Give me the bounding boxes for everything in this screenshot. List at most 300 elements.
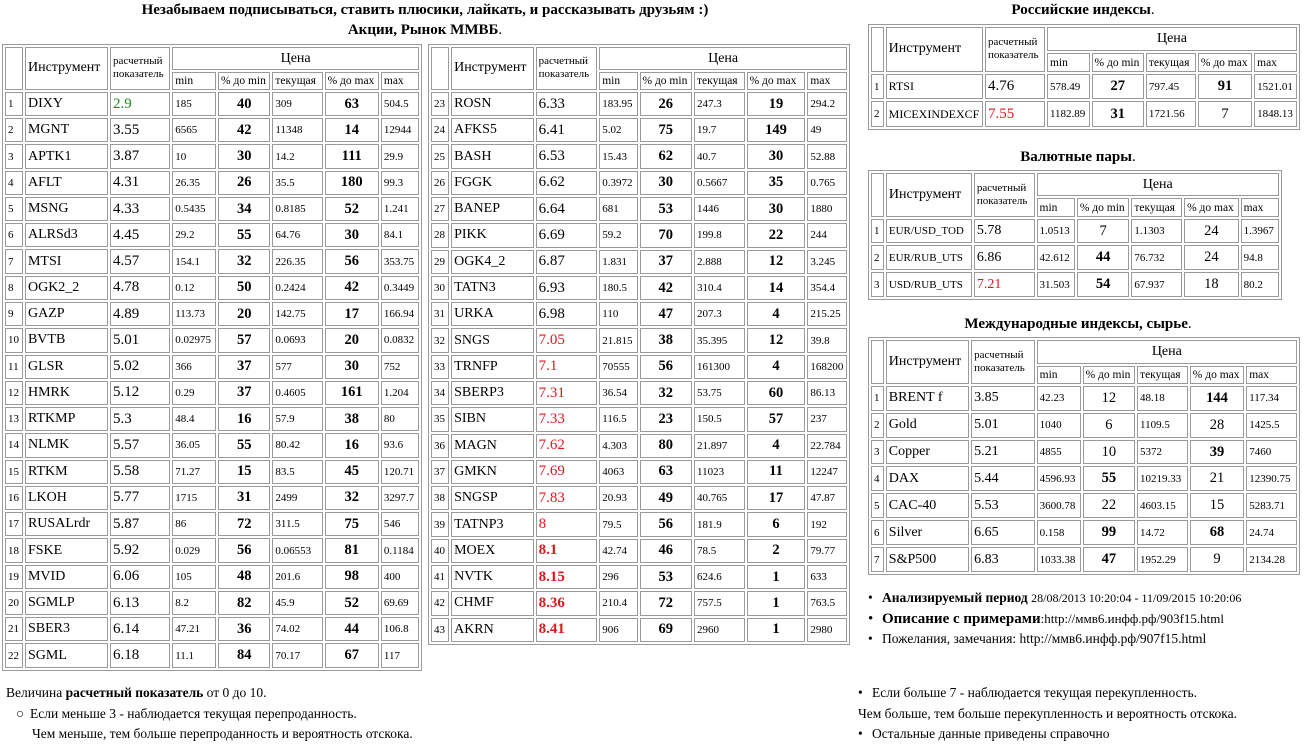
row-index: 11 <box>5 355 23 379</box>
row-pct-min: 40 <box>218 92 270 116</box>
row-max: 354.4 <box>807 276 847 300</box>
header-min: min <box>1037 198 1075 216</box>
row-instrument: SNGS <box>451 328 534 352</box>
table-row <box>5 433 419 457</box>
table-row <box>5 460 419 484</box>
row-indicator: 8.36 <box>536 591 598 615</box>
row-instrument: DIXY <box>25 92 108 116</box>
header-current: текущая <box>1137 366 1188 384</box>
row-pct-max: 21 <box>1190 466 1244 491</box>
header-min: min <box>599 72 637 90</box>
row-min: 29.2 <box>172 223 216 247</box>
row-indicator: 6.83 <box>971 547 1035 572</box>
row-instrument: HMRK <box>25 381 108 405</box>
row-current: 5372 <box>1137 440 1188 465</box>
row-max: 1848.13 <box>1254 101 1297 127</box>
row-pct-max: 6 <box>747 512 806 536</box>
row-index: 26 <box>431 171 449 195</box>
footer-left-1: Величина расчетный показатель от 0 до 10. <box>6 685 267 700</box>
row-index: 41 <box>431 565 449 589</box>
row-min: 1182.89 <box>1047 101 1090 127</box>
row-current: 35.5 <box>272 171 322 195</box>
row-pct-min: 20 <box>218 302 270 326</box>
row-pct-max: 4 <box>747 434 806 458</box>
row-max: 80.2 <box>1241 272 1279 297</box>
row-max: 84.1 <box>381 223 419 247</box>
row-current: 64.76 <box>272 223 322 247</box>
row-pct-max: 52 <box>325 197 379 221</box>
table-row <box>5 381 419 405</box>
row-pct-min: 56 <box>640 512 693 536</box>
footer-right-1: • Если больше 7 - наблюдается текущая перекупленность. <box>858 685 1198 700</box>
footer-right-3: • Остальные данные приведены справочно <box>858 726 1110 741</box>
row-instrument: BVTB <box>25 328 108 352</box>
row-max: 47.87 <box>807 486 847 510</box>
header-indicator: расчетный показатель <box>985 27 1045 72</box>
row-pct-min: 57 <box>218 328 270 352</box>
row-index: 30 <box>431 276 449 300</box>
row-current: 797.45 <box>1146 74 1196 100</box>
row-pct-max: 32 <box>325 486 379 510</box>
row-min: 4.303 <box>599 434 637 458</box>
row-pct-max: 28 <box>1190 413 1244 438</box>
row-min: 1033.38 <box>1037 547 1081 572</box>
row-index: 39 <box>431 512 449 536</box>
row-instrument: MTSI <box>25 249 108 273</box>
table-row <box>431 276 847 300</box>
row-pct-min: 55 <box>1083 466 1135 491</box>
row-min: 48.4 <box>172 407 216 431</box>
row-pct-max: 68 <box>1190 520 1244 545</box>
row-index: 4 <box>871 466 884 491</box>
row-instrument: BANEP <box>451 197 534 221</box>
row-pct-min: 26 <box>640 92 693 116</box>
row-indicator: 5.58 <box>110 460 170 484</box>
row-pct-max: 180 <box>325 171 379 195</box>
row-pct-min: 69 <box>640 618 693 642</box>
header-max: max <box>1246 366 1297 384</box>
row-current: 161300 <box>694 355 745 379</box>
row-indicator: 6.98 <box>536 302 598 326</box>
row-index: 1 <box>871 74 884 100</box>
row-pct-max: 12 <box>747 250 806 274</box>
row-min: 15.43 <box>599 144 637 168</box>
row-pct-max: 30 <box>747 144 806 168</box>
row-instrument: RTSI <box>886 74 983 100</box>
row-pct-max: 57 <box>747 407 806 431</box>
table-row <box>5 92 419 116</box>
row-pct-max: 39 <box>1190 440 1244 465</box>
row-min: 42.23 <box>1037 386 1081 411</box>
row-current: 309 <box>272 92 322 116</box>
row-instrument: AFKS5 <box>451 118 534 142</box>
row-max: 2980 <box>807 618 847 642</box>
row-indicator: 6.87 <box>536 250 598 274</box>
table-row <box>5 643 419 668</box>
table-row <box>5 249 419 273</box>
row-current: 199.8 <box>694 223 745 247</box>
fx-title: Валютные пары. <box>1020 149 1136 165</box>
row-index: 5 <box>5 197 23 221</box>
table-row <box>431 565 847 589</box>
table-row <box>431 381 847 405</box>
row-pct-min: 80 <box>640 434 693 458</box>
row-index: 1 <box>871 219 884 244</box>
row-instrument: FSKE <box>25 538 108 562</box>
row-instrument: GAZP <box>25 302 108 326</box>
row-pct-max: 20 <box>325 328 379 352</box>
row-pct-max: 60 <box>747 381 806 405</box>
row-pct-min: 7 <box>1077 219 1130 244</box>
header-current: текущая <box>1131 198 1182 216</box>
row-pct-max: 81 <box>325 538 379 562</box>
header-min: min <box>172 72 216 90</box>
header-index <box>871 173 884 217</box>
row-max: 117 <box>381 643 419 668</box>
row-max: 752 <box>381 355 419 379</box>
row-indicator: 7.62 <box>536 434 598 458</box>
row-pct-max: 17 <box>747 486 806 510</box>
title-dot: . <box>498 22 503 38</box>
row-max: 117.34 <box>1246 386 1297 411</box>
row-max: 12247 <box>807 460 847 484</box>
row-max: 0.0832 <box>381 328 419 352</box>
row-current: 10219.33 <box>1137 466 1188 491</box>
row-max: 237 <box>807 407 847 431</box>
table-row <box>871 413 1297 438</box>
row-current: 80.42 <box>272 433 322 457</box>
row-pct-max: 56 <box>325 249 379 273</box>
row-max: 166.94 <box>381 302 419 326</box>
row-current: 74.02 <box>272 617 322 641</box>
row-pct-max: 14 <box>747 276 806 300</box>
row-current: 4603.15 <box>1137 493 1188 518</box>
row-pct-min: 27 <box>1092 74 1144 100</box>
row-min: 0.3972 <box>599 171 637 195</box>
row-indicator: 3.55 <box>110 118 170 142</box>
row-current: 247.3 <box>694 92 745 116</box>
table-row <box>431 539 847 563</box>
row-index: 14 <box>5 433 23 457</box>
row-pct-min: 26 <box>218 171 270 195</box>
row-min: 0.158 <box>1037 520 1081 545</box>
row-indicator: 5.12 <box>110 381 170 405</box>
row-pct-min: 42 <box>218 118 270 142</box>
row-pct-min: 30 <box>640 171 693 195</box>
row-current: 35.395 <box>694 328 745 352</box>
header-pct-max: % до max <box>747 72 806 90</box>
table-row <box>5 538 419 562</box>
row-pct-min: 54 <box>1077 272 1130 297</box>
info-period: • Анализируемый период 28/08/2013 10:20:04 - 11/09/2015 10:20:06 <box>868 590 1242 605</box>
row-indicator: 5.01 <box>110 328 170 352</box>
row-min: 79.5 <box>599 512 637 536</box>
row-instrument: AFLT <box>25 171 108 195</box>
row-indicator: 4.45 <box>110 223 170 247</box>
row-pct-min: 22 <box>1083 493 1135 518</box>
header-index <box>871 340 884 384</box>
row-max: 79.77 <box>807 539 847 563</box>
row-current: 310.4 <box>694 276 745 300</box>
row-min: 0.02975 <box>172 328 216 352</box>
row-pct-min: 99 <box>1083 520 1135 545</box>
row-pct-min: 47 <box>640 302 693 326</box>
row-pct-min: 30 <box>218 144 270 168</box>
row-indicator: 6.65 <box>971 520 1035 545</box>
row-pct-min: 37 <box>218 355 270 379</box>
table-row <box>431 355 847 379</box>
row-max: 0.765 <box>807 171 847 195</box>
row-index: 16 <box>5 486 23 510</box>
row-index: 29 <box>431 250 449 274</box>
row-pct-max: 30 <box>747 197 806 221</box>
row-pct-min: 16 <box>218 407 270 431</box>
row-instrument: USD/RUB_UTS <box>886 272 972 297</box>
row-min: 0.029 <box>172 538 216 562</box>
row-index: 3 <box>871 272 884 297</box>
row-pct-max: 1 <box>747 591 806 615</box>
row-indicator: 7.69 <box>536 460 598 484</box>
row-pct-max: 30 <box>325 223 379 247</box>
row-min: 4063 <box>599 460 637 484</box>
row-index: 15 <box>5 460 23 484</box>
table-row <box>5 512 419 536</box>
row-max: 244 <box>807 223 847 247</box>
row-current: 1721.56 <box>1146 101 1196 127</box>
table-row <box>5 407 419 431</box>
row-indicator: 4.76 <box>985 74 1045 100</box>
row-current: 624.6 <box>694 565 745 589</box>
table-row <box>431 434 847 458</box>
row-max: 763.5 <box>807 591 847 615</box>
row-current: 181.9 <box>694 512 745 536</box>
row-pct-min: 55 <box>218 433 270 457</box>
header-indicator: расчетный показатель <box>536 47 598 90</box>
row-min: 113.73 <box>172 302 216 326</box>
row-index: 5 <box>871 493 884 518</box>
row-max: 12944 <box>381 118 419 142</box>
row-index: 38 <box>431 486 449 510</box>
row-instrument: NLMK <box>25 433 108 457</box>
row-current: 207.3 <box>694 302 745 326</box>
row-min: 36.54 <box>599 381 637 405</box>
header-index <box>5 47 23 90</box>
table-row <box>431 618 847 642</box>
row-pct-max: 11 <box>747 460 806 484</box>
row-min: 42.612 <box>1037 245 1075 270</box>
row-max: 504.5 <box>381 92 419 116</box>
row-max: 12390.75 <box>1246 466 1297 491</box>
row-indicator: 4.89 <box>110 302 170 326</box>
row-instrument: SBERP3 <box>451 381 534 405</box>
row-pct-max: 9 <box>1190 547 1244 572</box>
intl-title: Международные индексы, сырье. <box>964 316 1192 332</box>
row-index: 42 <box>431 591 449 615</box>
row-pct-max: 12 <box>747 328 806 352</box>
row-pct-max: 45 <box>325 460 379 484</box>
row-indicator: 8.1 <box>536 539 598 563</box>
row-indicator: 3.87 <box>110 144 170 168</box>
rus-indices-title: Российские индексы. <box>1011 2 1155 18</box>
row-min: 185 <box>172 92 216 116</box>
row-current: 40.7 <box>694 144 745 168</box>
row-instrument: GLSR <box>25 355 108 379</box>
row-current: 76.732 <box>1131 245 1182 270</box>
header-indicator: расчетный показатель <box>971 340 1035 384</box>
row-index: 9 <box>5 302 23 326</box>
row-pct-max: 161 <box>325 381 379 405</box>
info-wishes: • Пожелания, замечания: http://ммв6.инфф.рф/907f15.html <box>868 631 1207 646</box>
row-index: 20 <box>5 591 23 615</box>
table-row <box>5 223 419 247</box>
header-min: min <box>1037 366 1081 384</box>
row-pct-min: 49 <box>640 486 693 510</box>
row-index: 2 <box>871 101 884 127</box>
row-min: 42.74 <box>599 539 637 563</box>
header-min: min <box>1047 53 1090 72</box>
row-indicator: 6.41 <box>536 118 598 142</box>
row-index: 34 <box>431 381 449 405</box>
table-row <box>5 276 419 300</box>
header-current: текущая <box>694 72 745 90</box>
row-current: 142.75 <box>272 302 322 326</box>
row-instrument: MICEXINDEXCF <box>886 101 983 127</box>
header-pct-max: % до max <box>1190 366 1244 384</box>
header-instrument: Инструмент <box>451 47 534 90</box>
row-indicator: 6.64 <box>536 197 598 221</box>
row-pct-min: 75 <box>640 118 693 142</box>
row-indicator: 6.69 <box>536 223 598 247</box>
row-instrument: FGGK <box>451 171 534 195</box>
row-pct-max: 144 <box>1190 386 1244 411</box>
row-index: 6 <box>5 223 23 247</box>
row-pct-min: 37 <box>640 250 693 274</box>
row-indicator: 7.55 <box>985 101 1045 127</box>
row-pct-min: 70 <box>640 223 693 247</box>
row-instrument: CHMF <box>451 591 534 615</box>
row-indicator: 5.57 <box>110 433 170 457</box>
row-max: 192 <box>807 512 847 536</box>
row-pct-min: 31 <box>218 486 270 510</box>
row-pct-max: 149 <box>747 118 806 142</box>
row-index: 37 <box>431 460 449 484</box>
row-indicator: 4.78 <box>110 276 170 300</box>
row-current: 1109.5 <box>1137 413 1188 438</box>
row-min: 154.1 <box>172 249 216 273</box>
row-pct-max: 1 <box>747 565 806 589</box>
table-row <box>431 302 847 326</box>
row-instrument: MVID <box>25 565 108 589</box>
row-index: 1 <box>871 386 884 411</box>
table-row <box>5 302 419 326</box>
row-index: 2 <box>871 413 884 438</box>
row-instrument: TRNFP <box>451 355 534 379</box>
row-index: 24 <box>431 118 449 142</box>
row-instrument: ALRSd3 <box>25 223 108 247</box>
row-pct-min: 15 <box>218 460 270 484</box>
row-instrument: MGNT <box>25 118 108 142</box>
header-max: max <box>1241 198 1279 216</box>
row-index: 22 <box>5 643 23 668</box>
row-max: 1880 <box>807 197 847 221</box>
row-index: 18 <box>5 538 23 562</box>
row-instrument: LKOH <box>25 486 108 510</box>
row-min: 10 <box>172 144 216 168</box>
row-pct-max: 1 <box>747 618 806 642</box>
row-indicator: 5.77 <box>110 486 170 510</box>
row-min: 110 <box>599 302 637 326</box>
fx-table <box>868 170 1282 300</box>
table-row <box>431 197 847 221</box>
row-indicator: 6.93 <box>536 276 598 300</box>
row-current: 0.2424 <box>272 276 322 300</box>
table-row <box>431 407 847 431</box>
row-index: 36 <box>431 434 449 458</box>
row-current: 150.5 <box>694 407 745 431</box>
row-pct-max: 98 <box>325 565 379 589</box>
header-max: max <box>381 72 419 90</box>
row-indicator: 6.13 <box>110 591 170 615</box>
header-instrument: Инструмент <box>886 340 969 384</box>
table-row <box>431 460 847 484</box>
header-index <box>871 27 884 72</box>
row-indicator: 5.78 <box>974 219 1035 244</box>
row-indicator: 8.15 <box>536 565 598 589</box>
row-min: 5.02 <box>599 118 637 142</box>
info-examples: • Описание с примерами:http://ммв6.инфф.рф/903f15.html <box>868 611 1225 627</box>
row-indicator: 4.57 <box>110 249 170 273</box>
row-pct-min: 44 <box>1077 245 1130 270</box>
row-min: 86 <box>172 512 216 536</box>
row-instrument: SGML <box>25 643 108 668</box>
row-current: 48.18 <box>1137 386 1188 411</box>
row-instrument: PIKK <box>451 223 534 247</box>
header-max: max <box>807 72 847 90</box>
row-pct-min: 31 <box>1092 101 1144 127</box>
row-max: 5283.71 <box>1246 493 1297 518</box>
row-instrument: MAGN <box>451 434 534 458</box>
row-min: 681 <box>599 197 637 221</box>
row-pct-max: 30 <box>325 355 379 379</box>
header-current: текущая <box>272 72 322 90</box>
header-pct-max: % до max <box>1198 53 1252 72</box>
header-indicator: расчетный показатель <box>110 47 170 90</box>
row-index: 2 <box>871 245 884 270</box>
table-row <box>871 493 1297 518</box>
row-current: 201.6 <box>272 565 322 589</box>
row-min: 0.12 <box>172 276 216 300</box>
row-pct-max: 63 <box>325 92 379 116</box>
row-pct-min: 36 <box>218 617 270 641</box>
row-instrument: DAX <box>886 466 969 491</box>
table-row <box>871 466 1297 491</box>
row-max: 120.71 <box>381 460 419 484</box>
row-current: 1952.29 <box>1137 547 1188 572</box>
row-pct-min: 82 <box>218 591 270 615</box>
row-indicator: 5.02 <box>110 355 170 379</box>
row-pct-max: 17 <box>325 302 379 326</box>
page-title-line2 <box>0 22 850 39</box>
row-index: 19 <box>5 565 23 589</box>
table-row <box>5 486 419 510</box>
table-row <box>871 219 1279 244</box>
row-indicator: 6.14 <box>110 617 170 641</box>
row-max: 400 <box>381 565 419 589</box>
row-instrument: EUR/RUB_UTS <box>886 245 972 270</box>
row-pct-max: 7 <box>1198 101 1252 127</box>
row-pct-min: 84 <box>218 643 270 668</box>
row-indicator: 6.86 <box>974 245 1035 270</box>
